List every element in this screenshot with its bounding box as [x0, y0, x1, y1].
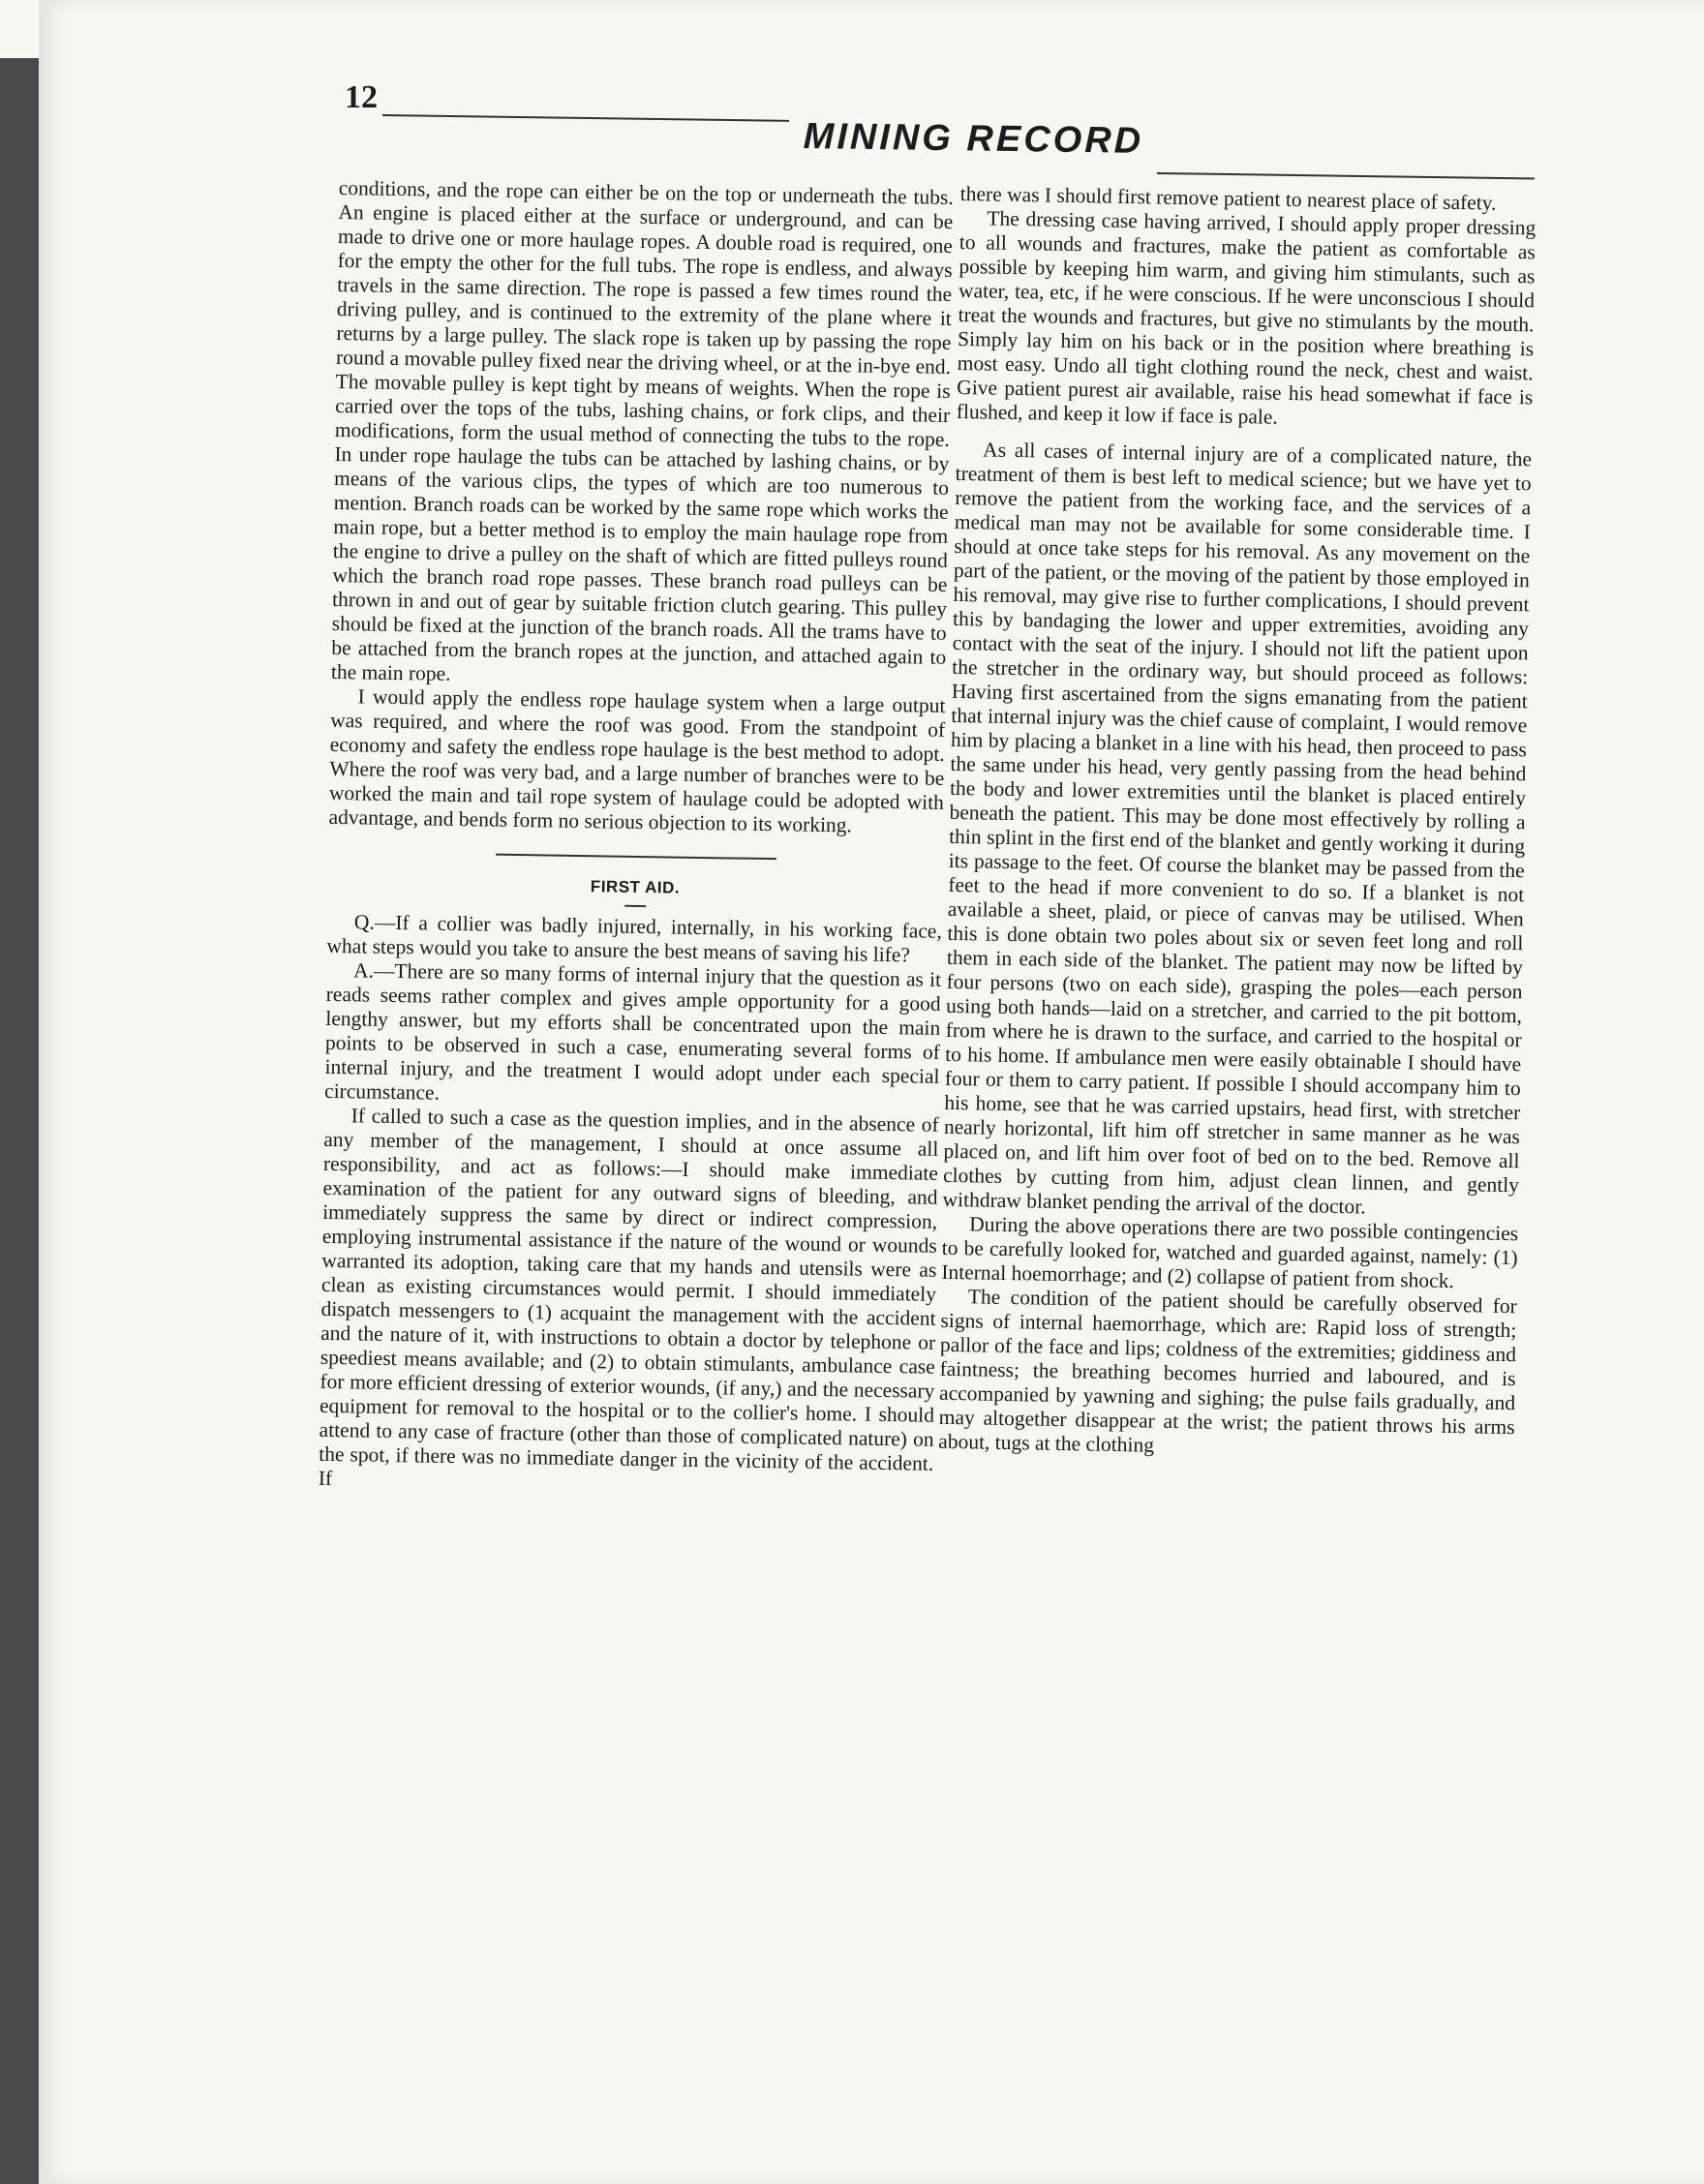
section-divider	[495, 854, 776, 861]
left-column	[319, 176, 954, 1501]
right-paragraph: During the above operations there are two possible contingencies to be carefully looked for, watched and guarded against, namely: (1) Internal hoemorrhage; and (2) collapse of patient from shock.	[941, 1212, 1519, 1293]
right-paragraph: there was I should first remove patient to nearest place of safety.	[959, 182, 1497, 215]
left-paragraph: If called to such a case as the question implies, and in the absence of any member of the management, I should at once assume all responsibility, and act as follows:—I should make immediate examination of the patient for any outward signs of bleeding, and immediately suppress the same by direct or indirect compression, employing instrumental assistance if the nature of the wound or wounds warranted its adoption, taking care that my hands and utensils were as clean as existing circumstances would permit. I should immediately dispatch messengers to (1) acquaint the management with the accident and the nature of it, with instructions to obtain a doctor by telephone or speediest means available; and (2) to obtain stimulants, ambulance case for more efficient dressing of exterior wounds, (if any,) and the necessary equipment for removal to the hospital or to the collier's home. I should attend to any case of fracture (other than those of complicated nature) on the spot, if there was no immediate danger in the vicinity of the accident. If	[318, 1104, 939, 1491]
left-paragraph: conditions, and the rope can either be on the top or underneath the tubs. An engine is placed either at the surface or underground, and can be made to drive one or more haulage ropes. A double road is required, one for the empty the other for the full tubs. The rope is endless, and always travels in the same direction. The rope is passed a few times round the driving pulley, and is continued to the extremity of the plane where it returns by a large pulley. The slack rope is taken up by passing the rope round a movable pulley fixed near the driving wheel, or at the in-bye end. The movable pulley is kept tight by means of weights. When the rope is carried over the tops of the tubs, lashing chains, or fork clips, and their modifications, form the usual method of connecting the tubs to the rope. In under rope haulage the tubs can be attached by lashing chains, or by means of the various clips, the types of which are too numerous to mention. Branch roads can be worked by the same rope which works the main rope, but a better method is to employ the main haulage rope from the engine to drive a pulley on the shaft of which are fitted pulleys round which the branch road rope passes. These branch road pulleys can be thrown in and out of gear by suitable friction clutch gearing. This pulley should be fixed at the junction of the branch roads. All the trams have to be attached from the branch ropes at the junction, and attached again to the main rope.	[330, 176, 954, 685]
answer-paragraph: A.—There are so many forms of internal injury that the question as it reads seems rather complex and gives ample opportunity for a good lengthy answer, but my efforts shall be concentrated upon the main points to be observed in such a case, enumerating several forms of internal injury, and the treatment I would adopt under each special circumstance.	[323, 958, 942, 1105]
heading-dash	[624, 905, 646, 907]
right-paragraph: The condition of the patient should be carefully observed for signs of internal haemorrhage, which are: Rapid loss of strength; pallor of the face and lips; coldness of the extremities; giddiness and faintness; the breathing becomes hurried and laboured, and is accompanied by yawning and sighing; the pulse fails gradually, and may altogether disappear at the wrist; the patient throws his arms about, tugs at the clothing	[938, 1285, 1518, 1457]
journal-title: MINING RECORD	[803, 116, 1144, 162]
section-heading: FIRST AID.	[590, 877, 681, 897]
right-column	[938, 182, 1537, 1464]
page-number: 12	[345, 79, 378, 115]
question-paragraph: Q.—If a collier was badly injured, internally, in his working face, what steps would you take to ansure the best means of saving his life?	[326, 910, 943, 967]
right-paragraph: The dressing case having arrived, I should apply proper dressing to all wounds and fractures, make the patient as comfortable as possible by keeping him warm, and giving him stimulants, such as water, tea, etc, if he were conscious. If he were unconscious I should treat the wounds and fractures, but give no stimulants by the mouth. Simply lay him on his back or in the position where breathing is most easy. Undo all tight clothing round the neck, chest and waist. Give patient purest air available, raise his head somewhat if face is flushed, and keep it low if face is pale.	[956, 206, 1537, 429]
right-paragraph: As all cases of internal injury are of a complicated nature, the treatment of them is best left to medical science; but we have yet to remove the patient from the working face, and the services of a medical man may not be available for some considerable time. I should at once take steps for his removal. As any movement on the part of the patient, or the moving of the patient by those employed in his removal, may give rise to further complications, I should prevent this by bandaging the lower and upper extremities, avoiding any contact with the seat of the injury. I should not lift the patient upon the stretcher in the ordinary way, but should proceed as follows: Having first ascertained from the signs emanating from the patient that internal injury was the chief cause of complaint, I would remove him by placing a blanket in a line with his head, then proceed to pass the same under his head, very gently passing from the head behind the body and lower extremities until the blanket is placed entirely beneath the patient. This may be done most effectively by rolling a thin splint in the first end of the blanket and gently working it during its passage to the feet. Of course the blanket may be passed from the feet to the head if more convenient to do so. If a blanket is not available a sheet, plaid, or piece of canvas may be utilised. When this is done obtain two poles about six or seven feet long and roll them in each side of the blanket. The patient may now be lifted by four persons (two on each side), grasping the poles—each person using both hands—laid on a stretcher, and carried to the pit bottom, from where he is drawn to the surface, and carried to the hospital or to his home. If ambulance men were easily obtainable I should have four or them to carry patient. If possible I should accompany him to his home, see that he was carried upstairs, head first, with stretcher nearly horizontal, lift him off stretcher in same manner as he was placed on, and lift him over foot of bed on to the bed. Remove all clothes by cutting from him, adjust clean linnen, and gently withdraw blanket pending the arrival of the doctor.	[942, 438, 1533, 1219]
left-paragraph: I would apply the endless rope haulage system when a large output was required, and where the roof was good. From the standpoint of economy and safety the endless rope haulage is the best method to adopt. Where the roof was very bad, and a large number of branches were to be worked the main and tail rope system of haulage could be adopted with advantage, and bends form no serious objection to its working.	[328, 684, 946, 837]
